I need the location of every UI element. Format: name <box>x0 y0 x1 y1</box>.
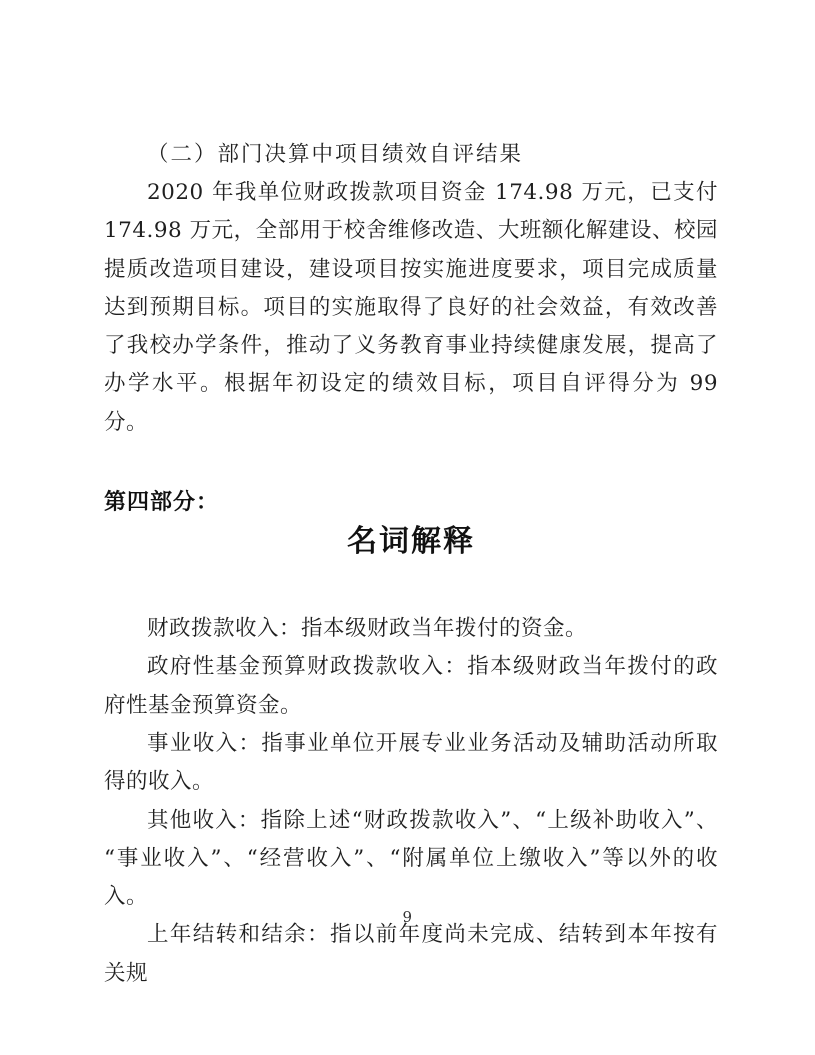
part-four-label: 第四部分： <box>104 490 220 516</box>
page-number: 9 <box>402 908 413 926</box>
performance-self-evaluation-paragraph: 2020 年我单位财政拨款项目资金 174.98 万元，已支付 174.98 万元，全部用于校舍维修改造、大班额化解建设、校园提质改造项目建设，建设项目按实施进度要求，项目完成质量达到预期目标。项目的实施取得了良好的社会效益，有效改善了我校办学条件，推动了义务教育事业持续健康发展，提高了办学水平。根据年初设定的绩效目标，项目自评得分为 99 分。 <box>104 180 718 435</box>
page-content <box>104 136 718 993</box>
definitions-section <box>104 610 718 993</box>
definition-fiscal-appropriation-income: 财政拨款收入：指本级财政当年拨付的资金。 <box>147 616 588 642</box>
definition-other-income: 其他收入：指除上述“财政拨款收入”、“上级补助收入”、“事业收入”、“经营收入”、“附属单位上缴收入”等以外的收入。 <box>104 807 718 910</box>
definition-institutional-income: 事业收入：指事业单位开展专业业务活动及辅助活动所取得的收入。 <box>104 730 718 795</box>
part-four-title: 名词解释 <box>347 524 475 560</box>
definition-government-fund-budget-income: 政府性基金预算财政拨款收入：指本级财政当年拨付的政府性基金预算资金。 <box>104 654 718 718</box>
section-heading: （二）部门决算中项目绩效自评结果 <box>147 142 524 167</box>
definition-carryover-and-surplus: 上年结转和结余：指以前年度尚未完成、结转到本年按有关规 <box>104 922 718 986</box>
